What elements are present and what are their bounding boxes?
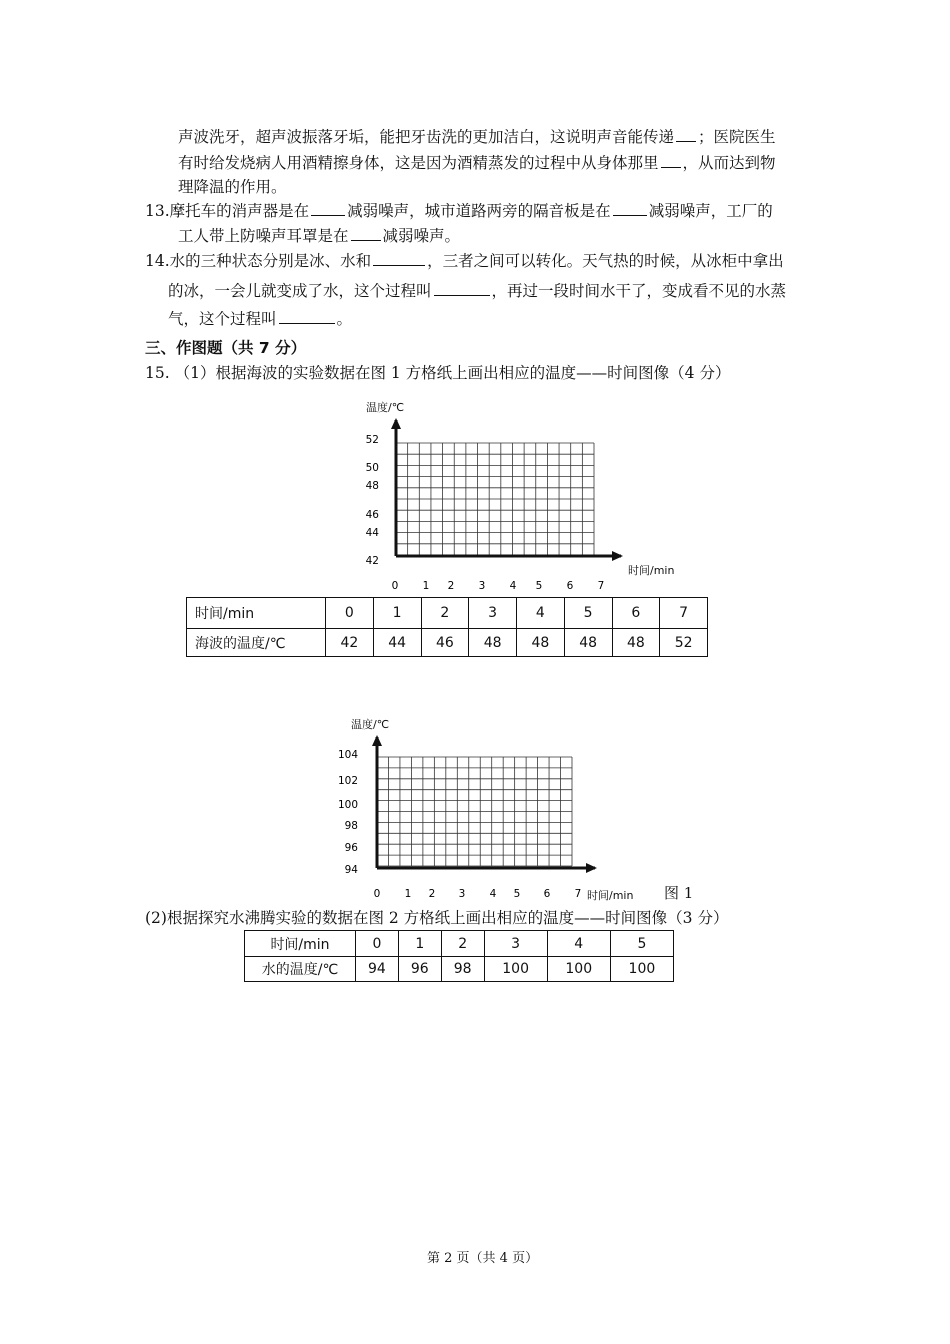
x-tick-label: 1 (404, 888, 412, 900)
q14-text: ，三者之间可以转化。天气热的时候，从冰柜中拿出 (427, 252, 784, 270)
x-tick-label: 1 (422, 580, 430, 592)
table-cell: 48 (564, 629, 612, 657)
chart-1-xlabel: 时间/min (628, 564, 675, 577)
table-cell: 100 (547, 957, 610, 982)
table-header-cell: 水的温度/℃ (245, 957, 356, 982)
y-tick-label: 104 (337, 749, 358, 761)
y-tick-label: 48 (365, 480, 379, 492)
y-tick-label: 94 (344, 864, 358, 876)
y-tick-label: 100 (337, 799, 358, 811)
table-cell: 6 (612, 598, 660, 629)
q14-text: 的冰，一会儿就变成了水，这个过程叫 (168, 282, 432, 300)
q14-text: 水的三种状态分别是冰、水和 (169, 252, 372, 270)
table-cell: 1 (373, 598, 421, 629)
y-tick-label: 96 (344, 842, 358, 854)
q13-text: 减弱噪声，城市道路两旁的隔音板是在 (347, 202, 611, 220)
chart-2-ylabel: 温度/℃ (351, 718, 390, 731)
x-tick-label: 7 (597, 580, 605, 592)
table-cell: 48 (517, 629, 565, 657)
table-cell: 7 (660, 598, 708, 629)
y-tick-label: 50 (365, 462, 379, 474)
q15-part2: (2)根据探究水沸腾实验的数据在图 2 方格纸上画出相应的温度——时间图像（3 分） (145, 909, 729, 927)
table-cell: 46 (421, 629, 469, 657)
q12-text: ，从而达到物 (682, 154, 776, 172)
question-number: 13. (145, 202, 170, 220)
table-cell: 5 (610, 931, 673, 957)
x-tick-label: 5 (513, 888, 521, 900)
q12-text: 理降温的作用。 (178, 178, 287, 196)
q13-text: 摩托车的消声器是在 (169, 202, 310, 220)
q15-part1: 15. （1）根据海波的实验数据在图 1 方格纸上画出相应的温度——时间图像（4 分） (145, 364, 731, 382)
table-cell: 94 (356, 957, 399, 982)
table-row (245, 931, 674, 957)
q13-text: 减弱噪声，工厂的 (648, 202, 773, 220)
chart-2-xlabel: 时间/min (587, 889, 634, 902)
q13-text: 减弱噪声。 (382, 227, 461, 245)
table-header-cell: 时间/min (187, 598, 326, 629)
page-footer: 第 2 页（共 4 页） (427, 1251, 539, 1266)
q12-text: 有时给发烧病人用酒精擦身体，这是因为酒精蒸发的过程中从身体那里 (178, 154, 659, 172)
table-cell: 98 (441, 957, 484, 982)
x-tick-label: 4 (489, 888, 497, 900)
y-axis-arrow (372, 735, 382, 746)
table-2 (244, 930, 674, 982)
table-cell: 5 (564, 598, 612, 629)
table-cell: 2 (441, 931, 484, 957)
table-cell: 96 (398, 957, 441, 982)
x-tick-label: 2 (428, 888, 436, 900)
x-tick-label: 6 (566, 580, 574, 592)
table-cell: 0 (356, 931, 399, 957)
q14-text: ，再过一段时间水干了，变成看不见的水蒸 (491, 282, 787, 300)
q14-text: 气，这个过程叫 (168, 310, 277, 328)
table-cell: 100 (484, 957, 547, 982)
table-cell: 100 (610, 957, 673, 982)
y-tick-label: 44 (365, 527, 379, 539)
y-tick-label: 98 (344, 820, 358, 832)
q12-text: ；医院医生 (698, 128, 776, 146)
x-tick-label: 3 (478, 580, 486, 592)
x-tick-label: 2 (447, 580, 455, 592)
x-tick-label: 5 (535, 580, 543, 592)
table-cell: 4 (517, 598, 565, 629)
x-tick-label: 0 (391, 580, 399, 592)
table-cell: 0 (326, 598, 374, 629)
q12-text: 声波洗牙，超声波振落牙垢，能把牙齿洗的更加洁白，这说明声音能传递 (178, 128, 675, 146)
table-header-cell: 时间/min (245, 931, 356, 957)
figure-label: 图 1 (664, 884, 694, 902)
y-tick-label: 46 (365, 509, 379, 521)
y-tick-label: 42 (365, 555, 379, 567)
x-tick-label: 0 (373, 888, 381, 900)
table-cell: 3 (484, 931, 547, 957)
table-row (245, 957, 674, 982)
y-tick-label: 102 (337, 775, 358, 787)
table-cell: 4 (547, 931, 610, 957)
q13-text: 工人带上防噪声耳罩是在 (178, 227, 349, 245)
table-header-cell: 海波的温度/℃ (187, 629, 326, 657)
table-cell: 2 (421, 598, 469, 629)
table-cell: 48 (612, 629, 660, 657)
table-cell: 42 (326, 629, 374, 657)
q14-text: 。 (336, 310, 353, 328)
section-heading: 三、作图题（共 7 分） (145, 339, 307, 357)
chart-1-ylabel: 温度/℃ (366, 401, 405, 414)
x-axis-arrow (586, 863, 597, 873)
table-cell: 44 (373, 629, 421, 657)
x-tick-label: 7 (574, 888, 582, 900)
table-cell: 52 (660, 629, 708, 657)
x-tick-label: 6 (543, 888, 551, 900)
x-tick-label: 3 (458, 888, 466, 900)
table-cell: 3 (469, 598, 517, 629)
table-cell: 1 (398, 931, 441, 957)
table-cell: 48 (469, 629, 517, 657)
x-tick-label: 4 (509, 580, 517, 592)
question-number: 14. (145, 252, 170, 270)
y-tick-label: 52 (365, 434, 379, 446)
